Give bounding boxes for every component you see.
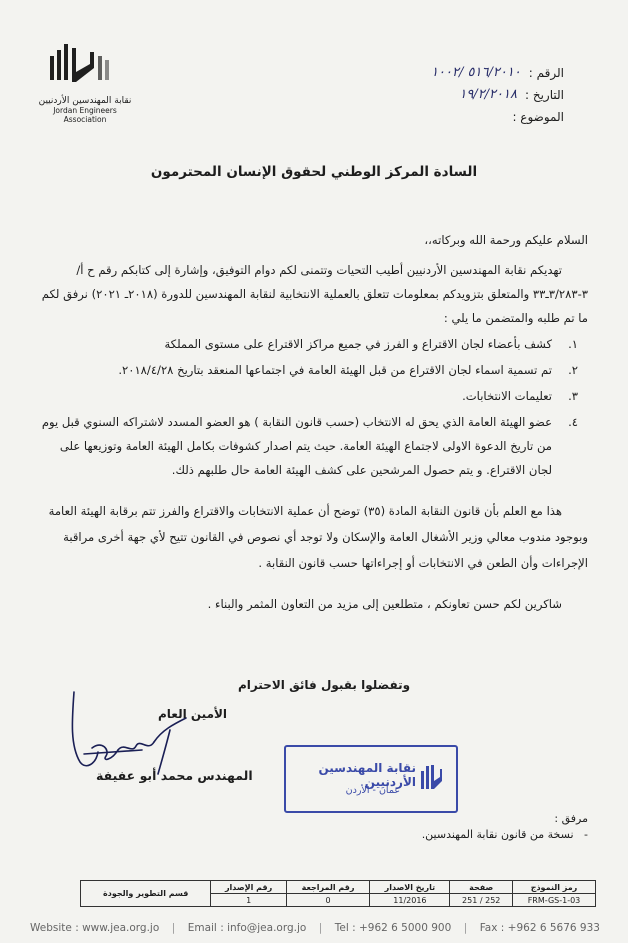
table-header-cell: رقم المراجعة	[286, 881, 369, 894]
org-name-english: Jordan Engineers Association	[53, 106, 117, 124]
table-row	[81, 881, 596, 894]
ref-label: الرقم :	[528, 66, 564, 80]
list-item-text: عضو الهيئة العامة الذي يحق له الانتخاب (حسب قانون النقابة ) هو العضو المسدد لاشتراكه السنوي قبل يوم من تاريخ الدعوة الاولى لاجتماع الهيئة العامة. حيث يتم اصدار كشوفات بكامل الهيئة العامة وتوزيعها على لجان الاقتراع. و يتم حصول المرشحين على كشف الهيئة العامة حال طلبهم ذلك.	[41, 415, 552, 477]
footer-separator: |	[463, 922, 468, 934]
attachments-label: مرفق :	[554, 812, 588, 825]
list-item-text: تعليمات الانتخابات.	[462, 389, 552, 403]
document-info-table	[80, 880, 596, 907]
ref-row	[431, 62, 564, 84]
date-label: التاريخ :	[524, 88, 564, 102]
items-list	[38, 332, 588, 482]
addressee: السادة المركز الوطني لحقوق الإنسان المحترمون	[150, 164, 478, 180]
footer-separator: |	[318, 922, 323, 934]
stamp-logo-icon	[420, 761, 442, 793]
association-logo-icon	[32, 42, 138, 92]
footer-tel: Tel : +962 6 5000 900	[334, 922, 452, 934]
list-item-number: ٣.	[568, 389, 578, 403]
association-logo	[32, 42, 142, 124]
stamp-line-2: عمان - الأردن	[345, 785, 400, 796]
footer-separator: |	[171, 922, 176, 934]
ref-value: ٥١٦/٢٠١٠ /١٠٠٢	[431, 65, 521, 80]
org-name-arabic: نقابة المهندسين الأردنيين	[38, 96, 132, 106]
table-cell: 0	[286, 894, 369, 907]
handwritten-signature	[62, 690, 192, 780]
list-item-text: تم تسمية اسماء لجان الاقتراع من قبل الهيئة العامة في اجتماعها المنعقد بتاريخ ٢٠١٨/٤/٢٨.	[118, 363, 552, 377]
table-cell: FRM-GS-1-03	[512, 894, 595, 907]
footer-fax: Fax : +962 6 5676 933	[479, 922, 600, 934]
letter-body	[38, 228, 588, 616]
table-header-cell: قسم التطوير والجودة	[81, 881, 211, 907]
list-item	[38, 332, 588, 356]
list-item-text: كشف بأعضاء لجان الاقتراع و الفرز في جميع مراكز الاقتراع على مستوى المملكة	[164, 337, 552, 351]
table-header-cell: صفحة	[450, 881, 513, 894]
attachment-dash: -	[573, 828, 588, 841]
table-cell: 11/2016	[370, 894, 450, 907]
note-paragraph: هذا مع العلم بأن قانون النقابة المادة (٣٥) توضح أن عملية الانتخابات والاقتراع والفرز تتم برقابة الهيئة العامة وبوجود مندوب معالي وزير الأشغال العامة والإسكان ولا توجد أي نصوص في القانون تتيح لأي جهة أخرى مراقبة الإجراءات وأن الطعن في الانتخابات أو إجراءاتها حسب قانون النقابة .	[48, 504, 588, 570]
subject-row	[431, 106, 564, 128]
attachment-item	[422, 828, 588, 841]
list-item-number: ٢.	[568, 363, 578, 377]
date-value: ١٩/٢/٢٠١٨	[459, 87, 517, 102]
list-item	[38, 384, 588, 408]
footer-website: Website : www.jea.org.jo	[30, 922, 160, 934]
official-stamp	[284, 745, 458, 813]
attachment-text: نسخة من قانون نقابة المهندسين.	[421, 828, 574, 841]
table-header-cell: رقم الإصدار	[211, 881, 286, 894]
table-header-cell: تاريخ الاصدار	[370, 881, 450, 894]
letter-meta	[431, 62, 564, 128]
subject-label: الموضوع :	[512, 110, 564, 124]
table-cell: 252 / 251	[450, 894, 513, 907]
table-cell: 1	[211, 894, 286, 907]
thanks-paragraph: شاكرين لكم حسن تعاونكم ، متطلعين إلى مزيد من التعاون المثمر والبناء .	[207, 597, 562, 611]
list-item	[38, 410, 588, 482]
stamp-line-1: نقابة المهندسين الأردنيين	[318, 761, 416, 789]
date-row	[431, 84, 564, 106]
signer-name: المهندس محمد أبو عفيفة	[96, 768, 253, 783]
intro-paragraph: تهديكم نقابة المهندسين الأردنيين أطيب التحيات وتتمنى لكم دوام التوفيق، وإشارة إلى كتابكم رقم ح أ/٣-٣/٢٨٣ـ٣٣ والمتعلق بتزويدكم بمعلومات تتعلق بالعملية الانتخابية لنقابة المهندسين للدورة (٢٠١٨ـ ٢٠٢١) نرفق لكم ما تم طلبه والمتضمن ما يلي :	[41, 263, 588, 325]
closing-line: وتفضلوا بقبول فائق الاحترام	[237, 678, 411, 692]
letter-footer	[30, 922, 600, 934]
signer-title: الأمين العام	[158, 707, 228, 721]
footer-email: Email : info@jea.org.jo	[187, 922, 307, 934]
greeting: السلام عليكم ورحمة الله وبركاته،،	[424, 233, 588, 247]
table-header-cell: رمز النموذج	[512, 881, 595, 894]
list-item-number: ١.	[568, 337, 578, 351]
list-item-number: ٤.	[568, 415, 578, 429]
list-item	[38, 358, 588, 382]
